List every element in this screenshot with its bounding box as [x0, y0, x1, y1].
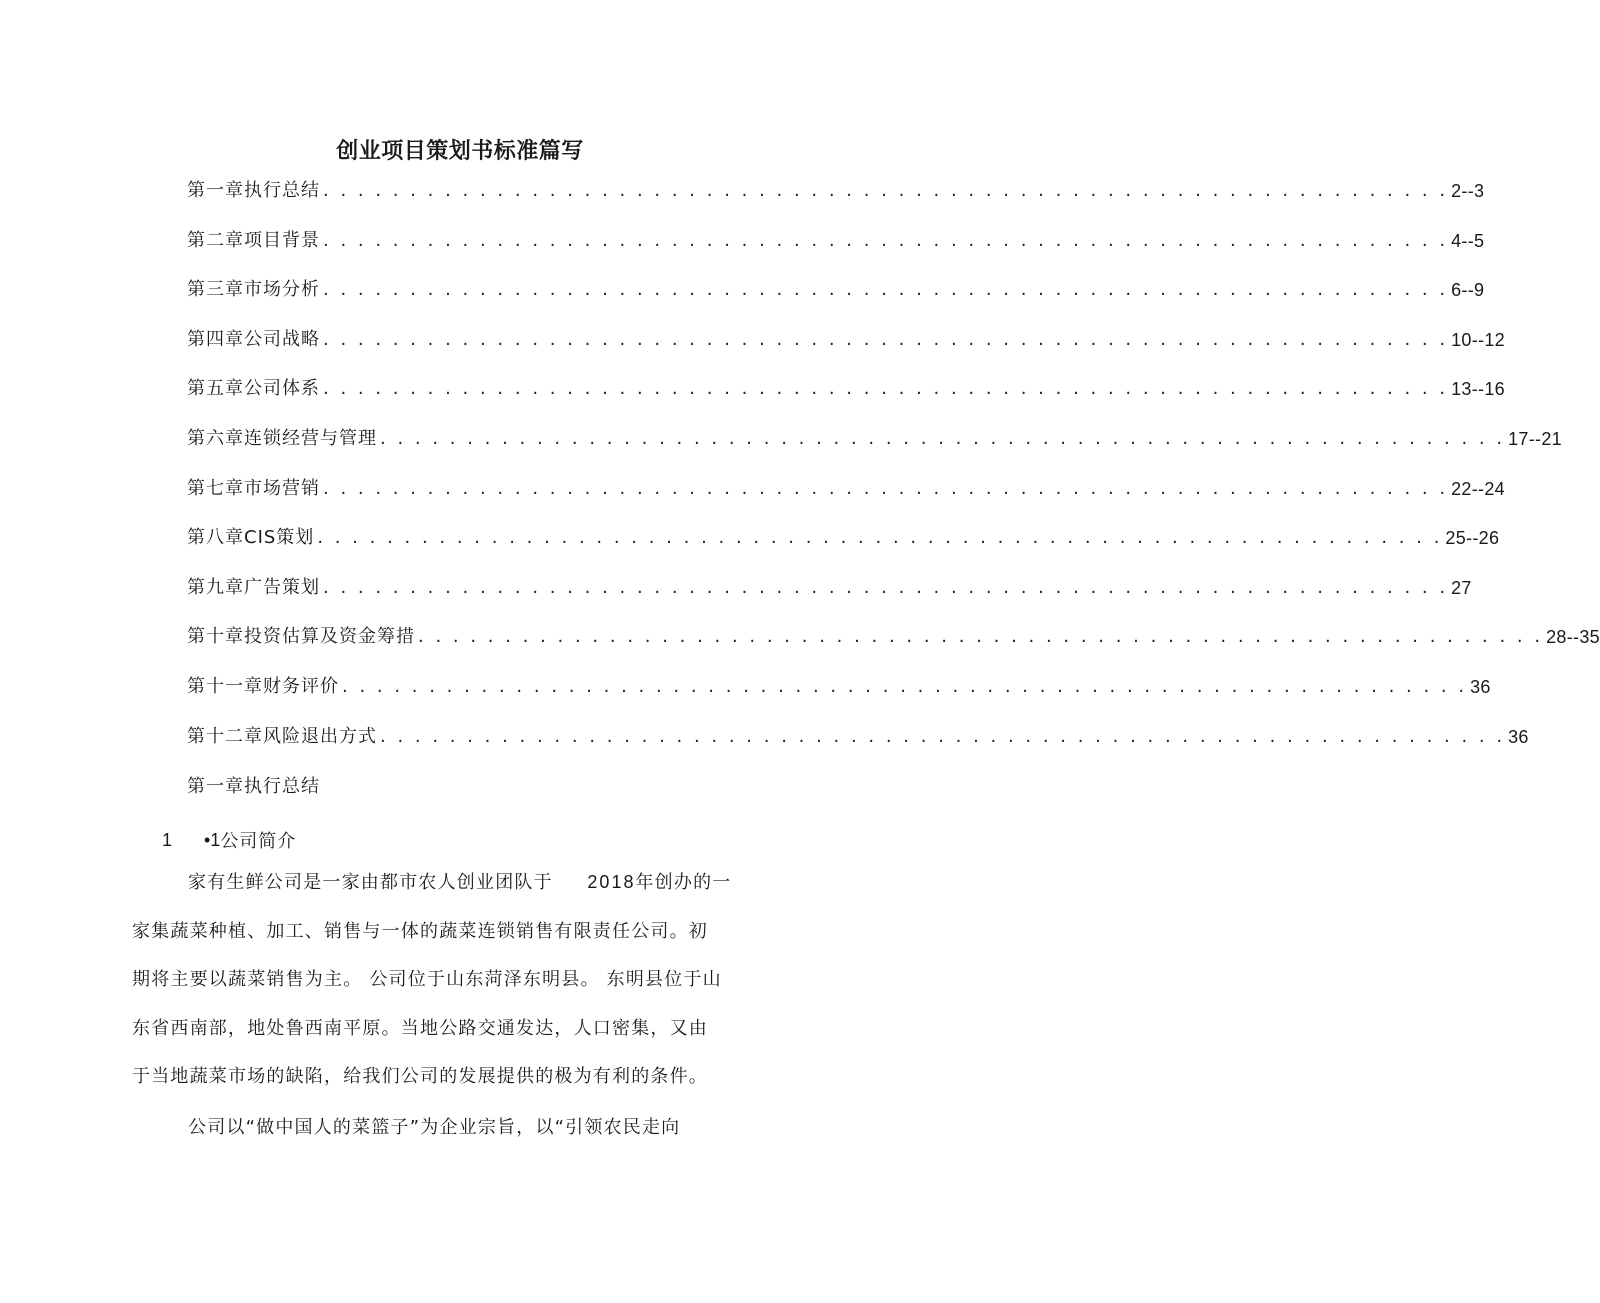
toc-entry-3 — [187, 274, 1485, 324]
toc-entry-title: 第四章公司战略 — [187, 328, 320, 350]
toc-leader-dots: . . . . . . . . . . . . . . . . . . . . . . . . . . . . . . . . . . . . . . . . . . . . . . . . . . . . . . . . . . . . . . . . . — [380, 725, 1506, 747]
toc-leader-dots: . . . . . . . . . . . . . . . . . . . . . . . . . . . . . . . . . . . . . . . . . . . . . . . . . . . . . . . . . . . . . . . . . — [342, 675, 1468, 697]
paragraph-line: 于当地蔬菜市场的缺陷，给我们公司的发展提供的极为有利的条件。 — [132, 1066, 708, 1087]
toc-entry-title: 第八章CIS策划 — [187, 527, 315, 549]
toc-entry-title: 第十一章财务评价 — [187, 675, 339, 697]
table-of-contents — [187, 175, 1600, 770]
toc-entry-2 — [187, 225, 1485, 275]
chapter-heading: 第一章执行总结 — [187, 776, 320, 797]
toc-leader-dots: . . . . . . . . . . . . . . . . . . . . . . . . . . . . . . . . . . . . . . . . . . . . . . . . . . . . . . . . . . . . . . . . . — [317, 527, 1443, 549]
paragraph-text: 年创办的一 — [635, 872, 732, 893]
toc-entry-title: 第十章投资估算及资金筹措 — [187, 626, 415, 648]
toc-entry-pages: 25--26 — [1445, 528, 1500, 549]
toc-entry-pages: 13--16 — [1451, 379, 1505, 400]
section-bullet: •1 — [204, 829, 221, 850]
section-heading — [162, 824, 296, 856]
paragraph-line — [132, 858, 772, 908]
toc-leader-dots: . . . . . . . . . . . . . . . . . . . . . . . . . . . . . . . . . . . . . . . . . . . . . . . . . . . . . . . . . . . . . . . . . — [418, 626, 1544, 648]
toc-leader-dots: . . . . . . . . . . . . . . . . . . . . . . . . . . . . . . . . . . . . . . . . . . . . . . . . . . . . . . . . . . . . . . . . . — [323, 279, 1449, 301]
toc-leader-dots: . . . . . . . . . . . . . . . . . . . . . . . . . . . . . . . . . . . . . . . . . . . . . . . . . . . . . . . . . . . . . . . . . — [323, 477, 1449, 499]
toc-entry-title: 第九章广告策划 — [187, 576, 320, 598]
toc-entry-7 — [187, 473, 1505, 523]
toc-entry-6 — [187, 423, 1562, 473]
paragraph-line: 东省西南部，地处鲁西南平原。当地公路交通发达，人口密集，又由 — [132, 1017, 708, 1039]
section-title: 公司简介 — [220, 831, 297, 852]
paragraph-line: 家集蔬菜种植、加工、销售与一体的蔬菜连锁销售有限责任公司。初 — [132, 920, 708, 942]
toc-leader-dots: . . . . . . . . . . . . . . . . . . . . . . . . . . . . . . . . . . . . . . . . . . . . . . . . . . . . . . . . . . . . . . . . . — [380, 427, 1506, 449]
toc-entry-title: 第三章市场分析 — [187, 279, 320, 301]
toc-entry-10 — [187, 621, 1600, 671]
toc-entry-pages: 28--35 — [1546, 627, 1600, 648]
toc-entry-9 — [187, 572, 1472, 622]
toc-entry-title: 第十二章风险退出方式 — [187, 725, 377, 747]
toc-entry-pages: 27 — [1451, 577, 1472, 598]
company-intro-paragraph — [132, 858, 772, 1102]
company-mission-paragraph — [132, 1104, 772, 1153]
toc-entry-pages: 17--21 — [1508, 428, 1562, 449]
toc-entry-5 — [187, 373, 1505, 423]
toc-entry-8 — [187, 522, 1500, 572]
toc-leader-dots: . . . . . . . . . . . . . . . . . . . . . . . . . . . . . . . . . . . . . . . . . . . . . . . . . . . . . . . . . . . . . . . . . — [323, 576, 1449, 598]
toc-entry-pages: 6--9 — [1451, 280, 1485, 301]
toc-entry-4 — [187, 324, 1505, 374]
toc-entry-11 — [187, 671, 1491, 721]
toc-entry-pages: 10--12 — [1451, 329, 1505, 350]
toc-entry-12 — [187, 721, 1529, 771]
founding-year: 2018 — [587, 872, 636, 892]
toc-entry-pages: 22--24 — [1451, 478, 1505, 499]
toc-entry-pages: 2--3 — [1451, 181, 1485, 201]
toc-leader-dots: . . . . . . . . . . . . . . . . . . . . . . . . . . . . . . . . . . . . . . . . . . . . . . . . . . . . . . . . . . . . . . . . . — [323, 378, 1449, 400]
toc-entry-pages: 4--5 — [1451, 230, 1485, 251]
toc-entry-title: 第六章连锁经营与管理 — [187, 427, 377, 449]
document-title: 创业项目策划书标准篇写 — [336, 138, 584, 164]
toc-entry-title: 第五章公司体系 — [187, 378, 320, 400]
toc-entry-title: 第七章市场营销 — [187, 477, 320, 499]
toc-leader-dots: . . . . . . . . . . . . . . . . . . . . . . . . . . . . . . . . . . . . . . . . . . . . . . . . . . . . . . . . . . . . . . . . . — [323, 328, 1449, 350]
toc-leader-dots: . . . . . . . . . . . . . . . . . . . . . . . . . . . . . . . . . . . . . . . . . . . . . . . . . . . . . . . . . . . . . . . . . — [323, 229, 1449, 251]
paragraph-line: 期将主要以蔬菜销售为主。 公司位于山东菏泽东明县。 东明县位于山 — [132, 969, 722, 990]
toc-entry-pages: 36 — [1508, 726, 1529, 747]
paragraph-line: 公司以“做中国人的菜篮子”为企业宗旨，以“引领农民走向 — [188, 1117, 681, 1138]
toc-entry-title: 第二章项目背景 — [187, 229, 320, 251]
paragraph-text: 家有生鲜公司是一家由都市农人创业团队于 — [188, 872, 553, 893]
toc-entry-title: 第一章执行总结 — [187, 180, 320, 201]
toc-entry-pages: 36 — [1470, 676, 1491, 697]
toc-entry-1 — [187, 175, 1485, 225]
toc-leader-dots: . . . . . . . . . . . . . . . . . . . . . . . . . . . . . . . . . . . . . . . . . . . . . . . . . . . . . . . . . . . . . . . . . — [323, 180, 1449, 201]
section-number: 1 — [162, 829, 173, 850]
